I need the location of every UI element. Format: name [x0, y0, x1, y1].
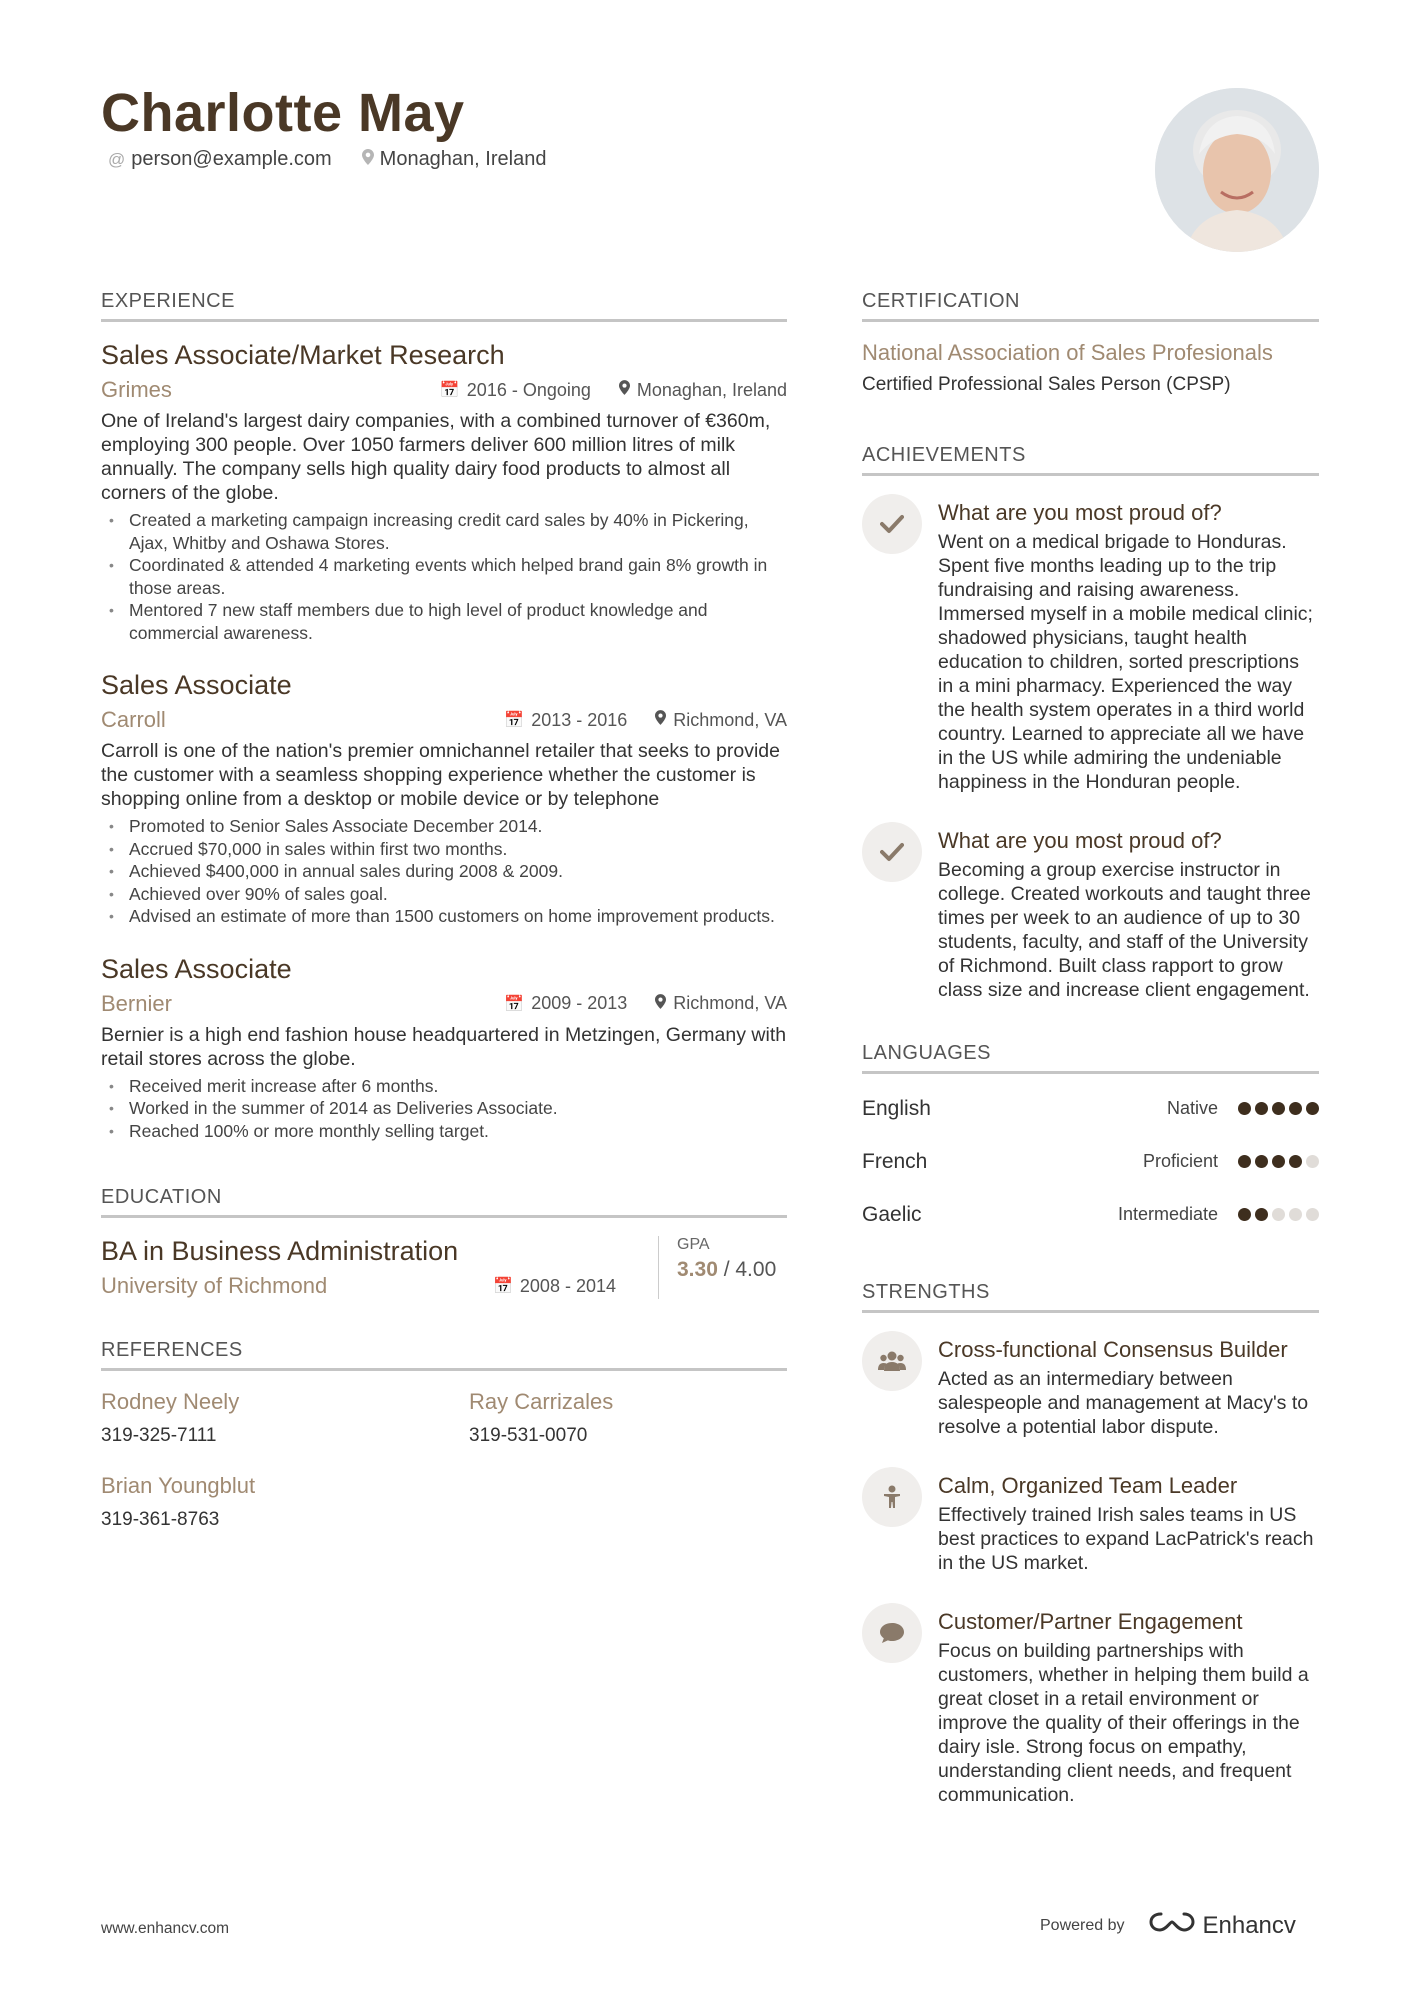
rating-dot-filled	[1272, 1155, 1285, 1168]
language-row	[862, 1188, 1319, 1241]
profile-photo	[1155, 88, 1319, 252]
strength-body	[938, 1331, 1319, 1439]
rating-dot-filled	[1289, 1155, 1302, 1168]
job-location	[619, 380, 787, 401]
education-main	[101, 1236, 658, 1299]
reference-name: Brian Youngblut	[101, 1473, 256, 1498]
location-text: Monaghan, Ireland	[379, 148, 547, 170]
achievements-heading: ACHIEVEMENTS	[862, 444, 1319, 476]
school-name: University of Richmond	[101, 1273, 328, 1298]
achievement-item	[862, 822, 1319, 1002]
calendar-icon: 📅	[504, 995, 525, 1013]
job-description: One of Ireland's largest dairy companies, with a combined turnover of €360m, employing 300 people. Over 1050 farmers deliver 600 million litres of milk annually. The company sells high quality dairy food products to almost all corners of the globe.	[101, 410, 771, 504]
language-name: English	[862, 1096, 931, 1120]
job-title: Sales Associate	[101, 953, 292, 984]
job-bullets	[101, 1075, 787, 1143]
rating-dot-filled	[1255, 1208, 1268, 1221]
company-name: Bernier	[101, 990, 172, 1016]
reference-item	[101, 1473, 469, 1531]
strength-item	[862, 1467, 1319, 1575]
company-name: Carroll	[101, 707, 166, 732]
education-dates	[493, 1276, 616, 1297]
job-dates-text: 2013 - 2016	[531, 709, 628, 730]
strength-title: Cross-functional Consensus Builder	[938, 1337, 1288, 1362]
job-bullets	[101, 509, 787, 644]
language-level: Intermediate	[1117, 1204, 1218, 1224]
achievement-body	[938, 494, 1319, 794]
brand-name: Enhancv	[1202, 1911, 1296, 1939]
achievement-text: Becoming a group exercise instructor in college. Created workouts and taught three times per week to an audience of up to 30 students, faculty, and staff of the University of Richmond. Built class rapport to grow class size and increase client engagement.	[938, 859, 1311, 1001]
language-rating	[1238, 1208, 1319, 1221]
strength-text: Acted as an intermediary between salespeople and management at Macy's to resolve a potential labor dispute.	[938, 1368, 1309, 1438]
job-location-text: Richmond, VA	[673, 709, 787, 730]
location-pin-icon	[655, 994, 666, 1014]
calendar-icon: 📅	[492, 1278, 513, 1295]
users-icon	[862, 1331, 922, 1391]
location-pin-icon	[362, 149, 374, 170]
gpa-label: GPA	[677, 1236, 710, 1253]
bullet-item: • Mentored 7 new staff members due to high level of product knowledge and commercial awareness.	[129, 599, 787, 644]
right-column	[862, 290, 1319, 1835]
languages-heading: LANGUAGES	[862, 1042, 1319, 1074]
job-meta	[101, 377, 787, 403]
reference-item	[469, 1389, 787, 1447]
reference-item	[101, 1389, 469, 1447]
job-location	[655, 993, 787, 1014]
rating-dot-filled	[1306, 1102, 1319, 1115]
job-title: Sales Associate	[101, 670, 292, 700]
job-dates-text: 2009 - 2013	[531, 993, 628, 1013]
language-right	[1143, 1151, 1319, 1172]
rating-dot-filled	[1272, 1102, 1285, 1115]
contact-email[interactable]	[108, 148, 332, 171]
job-meta	[101, 707, 787, 733]
job-location	[655, 710, 787, 731]
education-heading: EDUCATION	[101, 1186, 787, 1218]
bullet-item: • Promoted to Senior Sales Associate December 2014.	[129, 815, 787, 838]
language-row	[862, 1082, 1319, 1135]
job-description: Carroll is one of the nation's premier omnichannel retailer that seeks to provide the customer with a seamless shopping experience whether the customer is shopping online from a desktop or mobile device or by telephone	[101, 740, 780, 810]
strength-body	[938, 1603, 1319, 1807]
job-dates	[504, 993, 627, 1014]
degree-title: BA in Business Administration	[101, 1236, 459, 1266]
brand-logo[interactable]	[1149, 1910, 1296, 1941]
language-rating	[1238, 1155, 1319, 1168]
bullet-item: • Achieved over 90% of sales goal.	[129, 883, 787, 906]
calendar-icon: 📅	[439, 382, 460, 399]
rating-dot-filled	[1238, 1208, 1251, 1221]
strength-item	[862, 1603, 1319, 1807]
calendar-icon: 📅	[504, 712, 525, 729]
certification-heading: CERTIFICATION	[862, 290, 1319, 322]
bullet-item: • Achieved $400,000 in annual sales during 2008 & 2009.	[129, 860, 787, 883]
language-level: Native	[1166, 1098, 1218, 1118]
references-grid	[101, 1389, 787, 1531]
chat-bubble-icon	[862, 1603, 922, 1663]
reference-name: Ray Carrizales	[469, 1389, 614, 1414]
certification-name: National Association of Sales Profesionals	[862, 340, 1273, 365]
job-entry	[101, 670, 787, 928]
email-text: person@example.com	[131, 148, 332, 170]
gpa-max: / 4.00	[717, 1258, 777, 1281]
reference-phone[interactable]: 319-361-8763	[101, 1509, 220, 1530]
achievement-body	[938, 822, 1319, 1002]
job-dates	[440, 380, 591, 401]
education-dates-text: 2008 - 2014	[519, 1275, 616, 1296]
contact-info	[108, 148, 546, 171]
candidate-name: Charlotte May	[101, 83, 465, 143]
achievement-title: What are you most proud of?	[938, 828, 1222, 853]
rating-dot-filled	[1289, 1102, 1302, 1115]
languages-list	[862, 1082, 1319, 1241]
check-icon	[862, 822, 922, 882]
reference-phone[interactable]: 319-531-0070	[469, 1425, 588, 1446]
language-level: Proficient	[1142, 1151, 1218, 1171]
strength-text: Effectively trained Irish sales teams in US best practices to expand LacPatrick's reach in the US market.	[938, 1504, 1314, 1574]
achievement-item	[862, 494, 1319, 794]
gpa-value	[677, 1258, 787, 1282]
person-icon	[862, 1467, 922, 1527]
check-icon	[862, 494, 922, 554]
gpa-score: 3.30	[677, 1258, 718, 1281]
language-name: Gaelic	[862, 1202, 922, 1226]
language-name: French	[862, 1149, 928, 1173]
bullet-item: • Received merit increase after 6 months.	[129, 1075, 787, 1098]
job-dates	[504, 710, 627, 731]
strength-text: Focus on building partnerships with customers, whether in helping them build a great closet in a retail environment or improve the quality of their offerings in the dairy isle. Strong focus on empathy, understanding client needs, and frequent communication.	[938, 1640, 1309, 1806]
education-entry	[101, 1236, 787, 1299]
gpa-block	[658, 1236, 787, 1299]
location-pin-icon	[655, 710, 666, 730]
job-bullets	[101, 815, 787, 928]
location-pin-icon	[619, 380, 630, 400]
rating-dot-filled	[1238, 1102, 1251, 1115]
job-location-text: Monaghan, Ireland	[636, 379, 787, 400]
job-title: Sales Associate/Market Research	[101, 340, 505, 370]
references-heading: REFERENCES	[101, 1339, 787, 1371]
footer-website[interactable]: www.enhancv.com	[101, 1920, 230, 1937]
enhancv-logo-icon	[1149, 1910, 1195, 1941]
rating-dot-empty	[1289, 1208, 1302, 1221]
bullet-item: • Accrued $70,000 in sales within first two months.	[129, 838, 787, 861]
job-meta-right	[440, 380, 787, 401]
strength-body	[938, 1467, 1319, 1575]
bullet-item: • Advised an estimate of more than 1500 customers on home improvement products.	[129, 905, 787, 928]
bullet-item: • Created a marketing campaign increasing credit card sales by 40% in Pickering, Ajax, Whitby and Oshawa Stores.	[129, 509, 787, 554]
rating-dot-filled	[1255, 1102, 1268, 1115]
strength-title: Customer/Partner Engagement	[938, 1609, 1243, 1634]
footer-branding	[1040, 1910, 1296, 1941]
job-description: Bernier is a high end fashion house headquartered in Metzingen, Germany with retail stores across the globe.	[101, 1023, 787, 1070]
rating-dot-filled	[1255, 1155, 1268, 1168]
experience-heading: EXPERIENCE	[101, 290, 787, 322]
rating-dot-empty	[1272, 1208, 1285, 1221]
strength-item	[862, 1331, 1319, 1439]
bullet-item: • Reached 100% or more monthly selling target.	[129, 1120, 787, 1143]
language-right	[1167, 1098, 1319, 1119]
rating-dot-filled	[1238, 1155, 1251, 1168]
achievement-text: Went on a medical brigade to Honduras. Spent five months leading up to the trip fundraising and raising awareness. Immersed myself in a mobile medical clinic; shadowed physicians, taught health education to children, sorted prescriptions in a mini pharmacy. Experienced the way the health system operates in a third world country. Learned to appreciate all we have in the US while admiring the undeniable happiness in the Honduran people.	[938, 531, 1313, 793]
education-dates-wrap	[493, 1276, 616, 1297]
language-row	[862, 1135, 1319, 1188]
reference-name: Rodney Neely	[101, 1389, 240, 1414]
powered-by-text: Powered by	[1040, 1916, 1125, 1934]
job-meta-right	[504, 710, 787, 731]
language-right	[1118, 1204, 1319, 1225]
education-sub	[101, 1273, 658, 1299]
rating-dot-empty	[1306, 1208, 1319, 1221]
strengths-heading: STRENGTHS	[862, 1281, 1319, 1313]
job-meta-right	[504, 993, 787, 1014]
job-location-text: Richmond, VA	[673, 993, 787, 1013]
language-rating	[1238, 1102, 1319, 1115]
job-dates-text: 2016 - Ongoing	[466, 379, 591, 400]
reference-phone[interactable]: 319-325-7111	[101, 1425, 217, 1446]
rating-dot-empty	[1306, 1155, 1319, 1168]
achievement-title: What are you most proud of?	[938, 500, 1222, 525]
bullet-item: • Worked in the summer of 2014 as Deliveries Associate.	[129, 1097, 787, 1120]
job-meta	[101, 991, 787, 1017]
job-entry	[101, 954, 787, 1143]
job-entry	[101, 340, 787, 644]
contact-location	[362, 148, 547, 171]
bullet-item: • Coordinated & attended 4 marketing events which helped brand gain 8% growth in those areas.	[129, 554, 787, 599]
at-icon: @	[108, 149, 126, 169]
strength-title: Calm, Organized Team Leader	[938, 1473, 1238, 1498]
left-column	[101, 290, 787, 1531]
company-name: Grimes	[101, 377, 172, 402]
certification-description: Certified Professional Sales Person (CPSP)	[862, 374, 1231, 395]
